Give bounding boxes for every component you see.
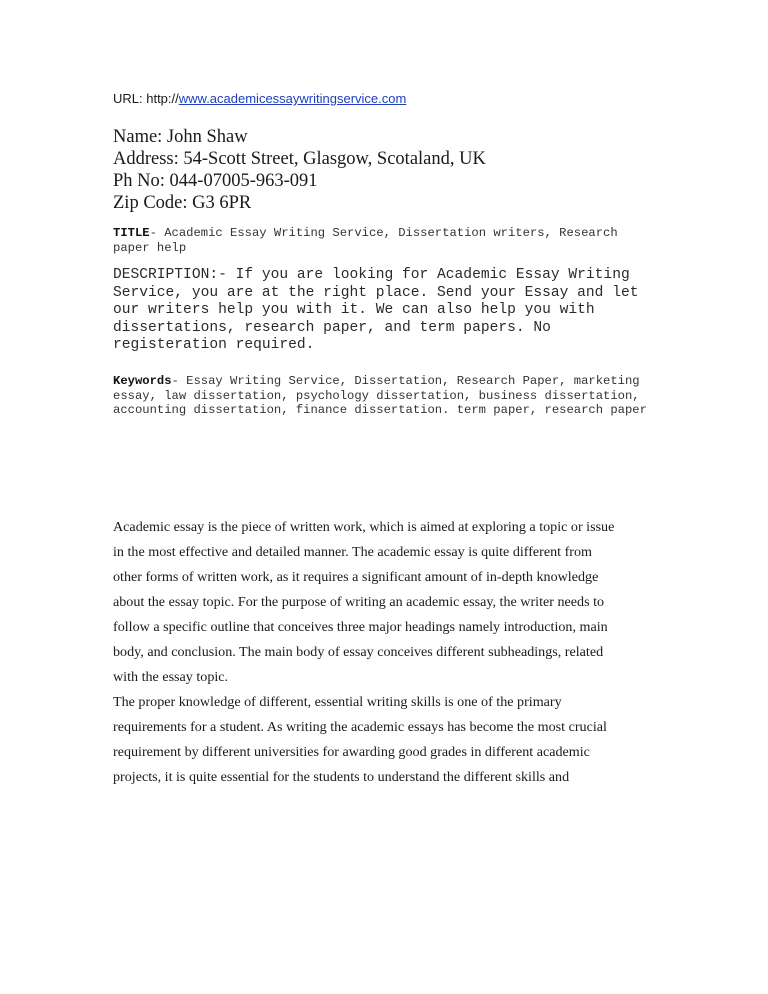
contact-zip: Zip Code: G3 6PR xyxy=(113,193,252,213)
body-line: in the most effective and detailed manner. The academic essay is quite different from xyxy=(113,544,593,560)
body-line: requirement by different universities for awarding good grades in different academic xyxy=(113,744,590,760)
body-line: body, and conclusion. The main body of essay conceives different subheadings, related xyxy=(113,644,604,660)
body-line: The proper knowledge of different, essential writing skills is one of the primary xyxy=(113,694,562,710)
contact-phone: Ph No: 044-07005-963-091 xyxy=(113,171,318,191)
contact-address: Address: 54-Scott Street, Glasgow, Scotaland, UK xyxy=(113,149,486,169)
body-line: requirements for a student. As writing the academic essays has become the most crucial xyxy=(113,719,607,735)
keywords-section xyxy=(113,374,658,418)
contact-details xyxy=(113,126,486,214)
body-line: projects, it is quite essential for the students to understand the different skills and xyxy=(113,769,570,785)
keywords-label: Keywords xyxy=(113,374,172,388)
body-line: Academic essay is the piece of written work, which is aimed at exploring a topic or issue xyxy=(113,519,615,535)
body-text xyxy=(113,520,658,795)
body-line: other forms of written work, as it requires a significant amount of in-depth knowledge xyxy=(113,569,599,585)
title-text: - Academic Essay Writing Service, Dissertation writers, Research paper help xyxy=(113,226,618,255)
url-line xyxy=(113,90,406,108)
body-line: follow a specific outline that conceives three major headings namely introduction, main xyxy=(113,619,608,635)
title-section xyxy=(113,226,653,255)
body-line: with the essay topic. xyxy=(113,669,229,685)
url-prefix: URL: http:// xyxy=(113,91,179,106)
body-line: about the essay topic. For the purpose of writing an academic essay, the writer needs to xyxy=(113,594,605,610)
website-link[interactable]: www.academicessaywritingservice.com xyxy=(178,91,407,106)
contact-name: Name: John Shaw xyxy=(113,127,248,147)
description-text: DESCRIPTION:- If you are looking for Academic Essay Writing Service, you are at the right place. Send your Essay and let our writers help you with it. We can also help you with dissertations, research paper, and term papers. No registeration required. xyxy=(113,267,639,353)
title-label: TITLE xyxy=(113,226,150,240)
description-section xyxy=(113,267,658,355)
keywords-text: - Essay Writing Service, Dissertation, Research Paper, marketing essay, law dissertation, psychology dissertation, business dissertation, accounting dissertation, finance dissertation. term paper, research paper xyxy=(113,374,647,417)
